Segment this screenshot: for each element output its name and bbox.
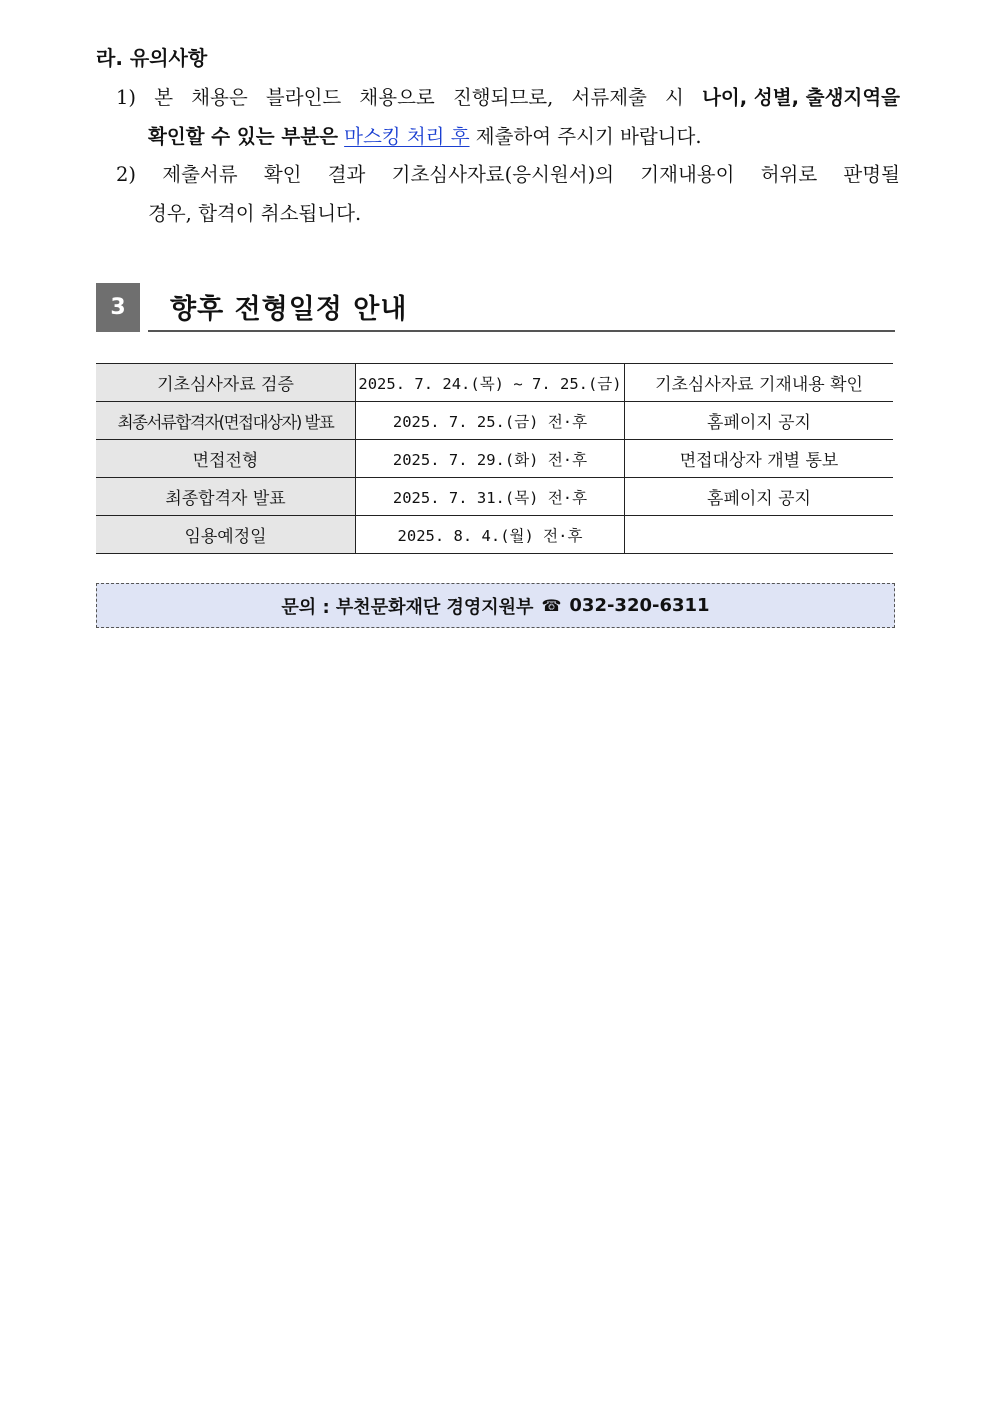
schedule-note: 홈페이지 공지 bbox=[625, 402, 894, 440]
schedule-stage: 임용예정일 bbox=[96, 516, 356, 554]
schedule-stage: 면접전형 bbox=[96, 440, 356, 478]
schedule-stage: 기초심사자료 검증 bbox=[96, 364, 356, 402]
note-item-2-line-2: 경우, 합격이 취소됩니다. bbox=[148, 202, 362, 225]
phone-icon: ☎ bbox=[541, 596, 562, 615]
schedule-note: 면접대상자 개별 통보 bbox=[625, 440, 894, 478]
schedule-stage: 최종서류합격자(면접대상자) 발표 bbox=[96, 402, 356, 440]
table-row bbox=[96, 402, 893, 440]
masking-highlight: 마스킹 처리 후 bbox=[344, 125, 470, 148]
table-row bbox=[96, 364, 893, 402]
note-item-1-line-2: 확인할 수 있는 부분은 마스킹 처리 후 제출하여 주시기 바랍니다. bbox=[148, 125, 702, 148]
table-row bbox=[96, 440, 893, 478]
schedule-note bbox=[625, 516, 894, 554]
schedule-date: 2025. 7. 24.(목) ~ 7. 25.(금) bbox=[356, 364, 625, 402]
schedule-date: 2025. 8. 4.(월) 전·후 bbox=[356, 516, 625, 554]
schedule-date: 2025. 7. 29.(화) 전·후 bbox=[356, 440, 625, 478]
schedule-table bbox=[96, 363, 893, 554]
section-number-badge: 3 bbox=[96, 283, 140, 332]
schedule-note: 기초심사자료 기재내용 확인 bbox=[625, 364, 894, 402]
table-row bbox=[96, 478, 893, 516]
section-underline bbox=[148, 330, 895, 332]
note-item-2-line-1: 2) 제출서류 확인 결과 기초심사자료(응시원서)의 기재내용이 허위로 판명될 bbox=[116, 155, 900, 194]
schedule-note: 홈페이지 공지 bbox=[625, 478, 894, 516]
section-title: 향후 전형일정 안내 bbox=[170, 294, 408, 325]
table-row bbox=[96, 516, 893, 554]
contact-box bbox=[96, 583, 895, 628]
notes-heading: 라. 유의사항 bbox=[96, 46, 208, 70]
note-item-2-number: 2) bbox=[116, 163, 137, 186]
note-item-1-line-1: 1) 본 채용은 블라인드 채용으로 진행되므로, 서류제출 시 나이, 성별, 출생지역을 bbox=[116, 78, 900, 117]
note-item-2 bbox=[116, 155, 900, 233]
note-item-1-number: 1) bbox=[116, 86, 137, 109]
contact-label: 문의 : 부천문화재단 경영지원부 bbox=[281, 596, 534, 618]
schedule-stage: 최종합격자 발표 bbox=[96, 478, 356, 516]
note-item-1-emphasis: 나이, 성별, 출생지역을 bbox=[702, 86, 900, 109]
contact-phone: 032-320-6311 bbox=[569, 595, 710, 616]
schedule-date: 2025. 7. 31.(목) 전·후 bbox=[356, 478, 625, 516]
schedule-date: 2025. 7. 25.(금) 전·후 bbox=[356, 402, 625, 440]
note-item-1 bbox=[116, 78, 900, 156]
